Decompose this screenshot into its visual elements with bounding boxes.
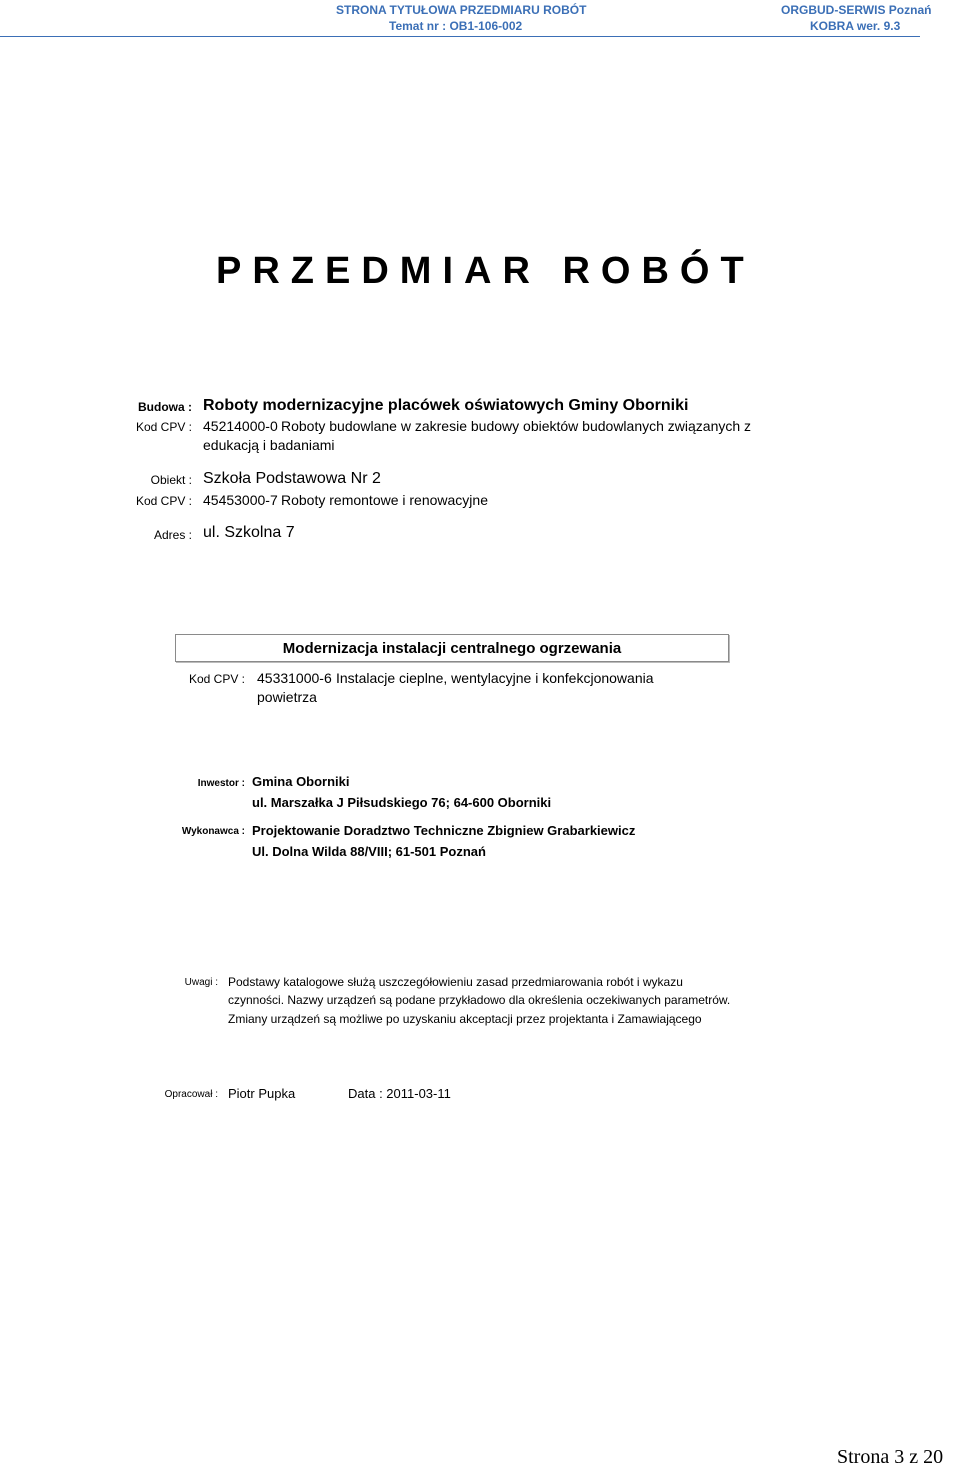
budowa-cpv-label: Kod CPV : <box>135 420 192 434</box>
obiekt-label: Obiekt : <box>150 473 192 487</box>
wykonawca-address: Ul. Dolna Wilda 88/VIII; 61-501 Poznań <box>252 844 486 859</box>
inwestor-address: ul. Marszałka J Piłsudskiego 76; 64-600 Oborniki <box>252 795 552 810</box>
opracowal-date: Data : 2011-03-11 <box>348 1086 451 1101</box>
budowa-label: Budowa : <box>138 400 192 414</box>
opracowal-label: Opracował : <box>164 1089 218 1100</box>
header-topic: Temat nr : OB1-106-002 <box>389 19 523 33</box>
uwagi-line2: czynności. Nazwy urządzeń są podane przykładowo dla określenia oczekiwanych parametrów. <box>228 993 731 1007</box>
obiekt-cpv-desc: Roboty remontowe i renowacyjne <box>281 492 488 508</box>
scope-title-box <box>175 634 729 662</box>
adres-value: ul. Szkolna 7 <box>203 524 295 541</box>
budowa-cpv-code: 45214000-0 <box>203 418 278 434</box>
scope-title: Modernizacja instalacji centralnego ogrzewania <box>282 640 622 657</box>
inwestor-label: Inwestor : <box>197 778 245 789</box>
wykonawca-name: Projektowanie Doradztwo Techniczne Zbigniew Grabarkiewicz <box>252 823 636 838</box>
obiekt-cpv-label: Kod CPV : <box>135 494 192 508</box>
obiekt-cpv-code: 45453000-7 <box>203 492 278 508</box>
header-company: ORGBUD-SERWIS Poznań <box>781 3 932 17</box>
scope-cpv-label: Kod CPV : <box>188 672 245 686</box>
uwagi-label: Uwagi : <box>184 977 218 988</box>
header-divider <box>0 36 920 37</box>
scope-cpv-desc-line2: powietrza <box>257 689 317 705</box>
page-title: PRZEDMIAR ROBÓT <box>216 250 755 292</box>
budowa-name: Roboty modernizacyjne placówek oświatowych Gminy Oborniki <box>203 397 689 414</box>
page-number: Strona 3 z 20 <box>837 1446 944 1468</box>
header-doc-title: STRONA TYTUŁOWA PRZEDMIARU ROBÓT <box>336 3 587 17</box>
inwestor-name: Gmina Oborniki <box>252 774 350 789</box>
wykonawca-label: Wykonawca : <box>181 826 245 837</box>
header-version: KOBRA wer. 9.3 <box>810 19 901 33</box>
budowa-cpv-desc-line2: edukacją i badaniami <box>203 437 335 453</box>
uwagi-line3: Zmiany urządzeń są możliwe po uzyskaniu akceptacji przez projektanta i Zamawiającego <box>228 1012 702 1026</box>
adres-label: Adres : <box>153 528 192 542</box>
uwagi-line1: Podstawy katalogowe służą uszczegółowieniu zasad przedmiarowania robót i wykazu <box>228 975 683 989</box>
scope-cpv-code: 45331000-6 <box>257 670 332 686</box>
budowa-cpv-desc-line1: Roboty budowlane w zakresie budowy obiektów budowlanych związanych z <box>281 418 752 434</box>
opracowal-name: Piotr Pupka <box>228 1086 296 1101</box>
scope-cpv-desc-line1: Instalacje cieplne, wentylacyjne i konfekcjonowania <box>336 670 654 686</box>
obiekt-name: Szkoła Podstawowa Nr 2 <box>203 470 381 487</box>
